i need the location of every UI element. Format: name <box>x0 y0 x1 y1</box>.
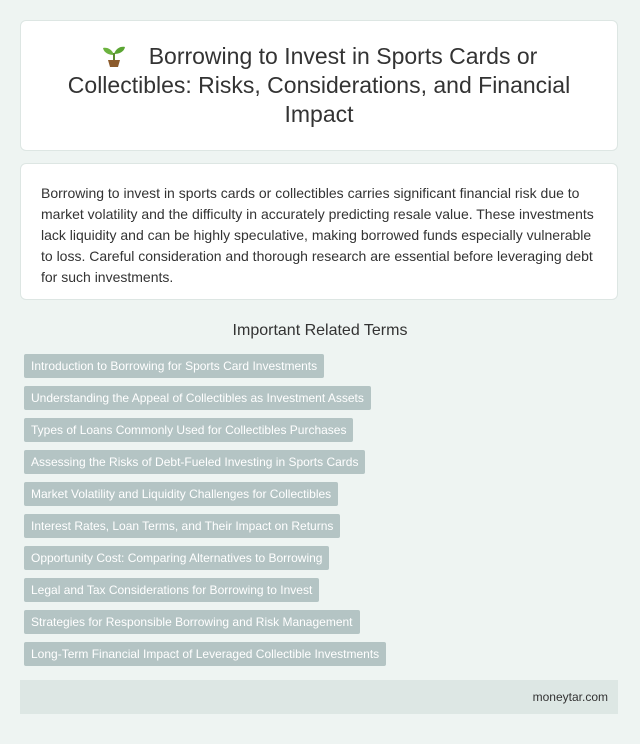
related-term-tag[interactable]: Long-Term Financial Impact of Leveraged Collectible Investments <box>24 642 386 666</box>
related-term-tag[interactable]: Market Volatility and Liquidity Challenges for Collectibles <box>24 482 338 506</box>
seedling-icon <box>101 43 127 67</box>
related-term-tag[interactable]: Assessing the Risks of Debt-Fueled Investing in Sports Cards <box>24 450 365 474</box>
footer <box>20 680 618 714</box>
related-term-tag[interactable]: Legal and Tax Considerations for Borrowing to Invest <box>24 578 319 602</box>
footer-site-name: moneytar.com <box>532 690 608 704</box>
summary-card <box>20 163 618 300</box>
related-terms-heading: Important Related Terms <box>232 322 408 339</box>
related-term-tag[interactable]: Introduction to Borrowing for Sports Card Investments <box>24 354 324 378</box>
related-term-tag[interactable]: Understanding the Appeal of Collectibles as Investment Assets <box>24 386 371 410</box>
related-term-tag[interactable]: Interest Rates, Loan Terms, and Their Impact on Returns <box>24 514 340 538</box>
page-title <box>51 42 587 129</box>
related-term-tag[interactable]: Strategies for Responsible Borrowing and Risk Management <box>24 610 360 634</box>
related-terms-list <box>24 354 386 674</box>
page-title-text: Borrowing to Invest in Sports Cards or Collectibles: Risks, Considerations, and Financial Impact <box>67 43 571 127</box>
related-term-tag[interactable]: Opportunity Cost: Comparing Alternatives to Borrowing <box>24 546 329 570</box>
related-term-tag[interactable]: Types of Loans Commonly Used for Collectibles Purchases <box>24 418 353 442</box>
summary-text: Borrowing to invest in sports cards or collectibles carries significant financial risk due to market volatility and the difficulty in accurately predicting resale value. These investments lack liquidity and can be highly speculative, making borrowed funds especially vulnerable to loss. Careful consideration and thorough research are essential before leveraging debt for such investments. <box>41 185 594 285</box>
title-card <box>20 20 618 151</box>
